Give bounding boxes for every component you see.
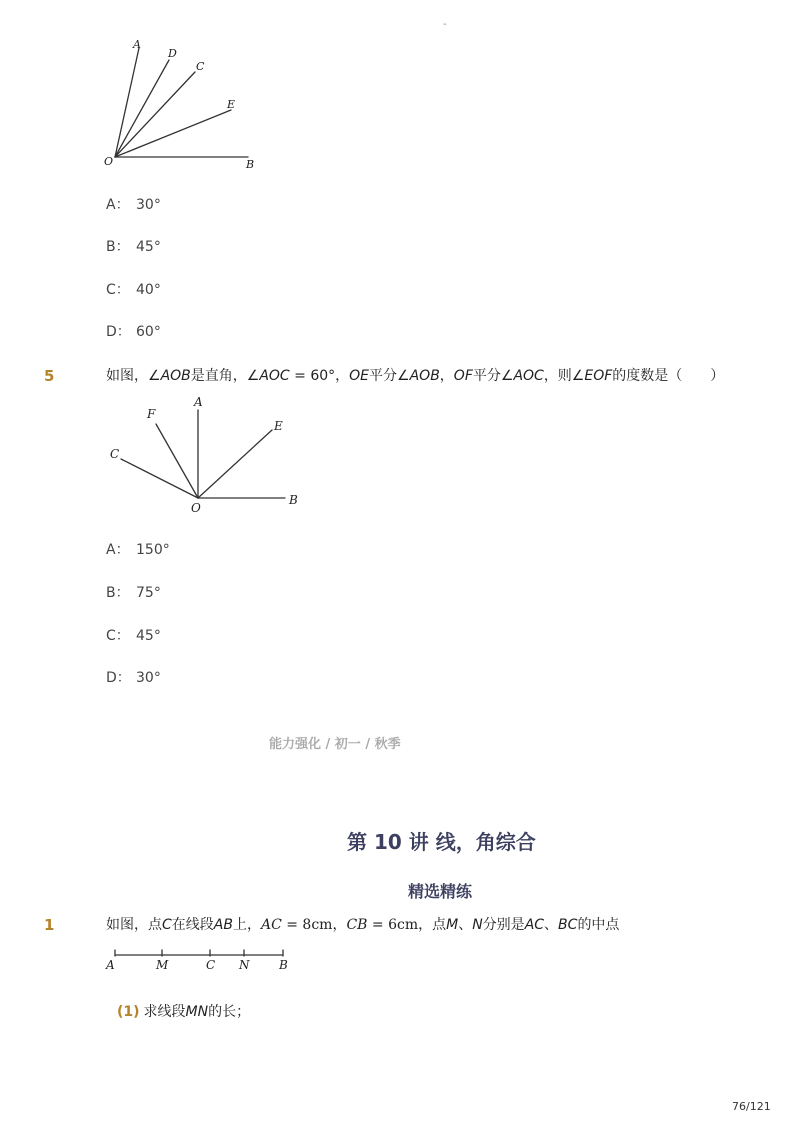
stem-text: 如图，∠ <box>106 368 161 384</box>
point-label-d: D <box>168 47 177 60</box>
sub-question-1 <box>117 1003 250 1021</box>
stem-text: 平分∠ <box>472 368 514 384</box>
option-a <box>106 196 161 214</box>
option-d <box>106 669 161 687</box>
segment-figure-question-1 <box>100 940 295 975</box>
point-label-c: C <box>110 447 120 461</box>
option-value: 40° <box>136 282 161 298</box>
point-label-o: O <box>191 501 201 515</box>
option-value: 45° <box>136 628 161 644</box>
option-value: 30° <box>136 197 161 213</box>
point-label-e: E <box>227 98 236 111</box>
lesson-title: 第 10 讲 线，角综合 <box>347 830 536 854</box>
option-value: 60° <box>136 324 161 340</box>
stem-text: = 60°， <box>289 368 350 384</box>
point-label-m: M <box>156 958 169 972</box>
stem-text: 的长； <box>208 1004 251 1020</box>
stem-text: 如图，点 <box>106 917 162 933</box>
math-symbol: OE <box>349 368 370 384</box>
page-marker: - <box>443 19 447 30</box>
page-number: 76/121 <box>732 1100 771 1113</box>
math-symbol: MN <box>185 1004 209 1020</box>
math-symbol: N <box>472 917 483 933</box>
option-value: 150° <box>136 542 170 558</box>
option-c <box>106 281 161 299</box>
option-label: A： <box>106 197 130 213</box>
math-symbol: CB <box>346 917 368 933</box>
angle-figure-previous <box>95 35 265 175</box>
math-symbol: OF <box>453 368 473 384</box>
math-symbol: C <box>162 917 172 933</box>
point-label-a: A <box>106 958 115 972</box>
point-label-e: E <box>274 419 283 433</box>
option-label: D： <box>106 670 131 686</box>
stem-text: ，点 <box>418 917 447 933</box>
stem-text: 、 <box>544 917 559 933</box>
option-value: 75° <box>136 585 161 601</box>
angle-figure-question-5 <box>100 390 305 520</box>
sub-question-stem <box>144 1004 251 1020</box>
question-5-stem <box>106 367 724 385</box>
point-label-a: A <box>133 38 141 51</box>
math-symbol: AC <box>524 917 545 933</box>
math-symbol: EOF <box>584 368 613 384</box>
breadcrumb: 能力强化 / 初一 / 秋季 <box>269 737 401 752</box>
stem-text: ，则∠ <box>543 368 585 384</box>
point-label-o: O <box>104 155 114 168</box>
stem-text: ， <box>332 917 347 933</box>
option-d <box>106 323 161 341</box>
math-symbol: AOB <box>409 368 440 384</box>
math-symbol: AOC <box>259 368 290 384</box>
math-symbol: AOB <box>160 368 191 384</box>
point-label-c: C <box>206 958 216 972</box>
stem-text: 分别是 <box>482 917 525 933</box>
math-symbol: = 6cm <box>367 917 419 933</box>
option-b <box>106 584 161 602</box>
option-value: 30° <box>136 670 161 686</box>
point-label-n: N <box>239 958 250 972</box>
stem-text: 求线段 <box>143 1004 186 1020</box>
question-number: 1 <box>44 916 55 934</box>
stem-text: ， <box>439 368 454 384</box>
option-label: C： <box>106 282 130 298</box>
math-symbol: BC <box>558 917 578 933</box>
option-label: D： <box>106 324 131 340</box>
question-1-stem <box>106 916 619 934</box>
option-a <box>106 541 170 559</box>
stem-text: 的中点 <box>577 917 620 933</box>
option-b <box>106 238 161 256</box>
stem-text: 、 <box>458 917 473 933</box>
stem-text: 的度数是（ ） <box>612 368 725 384</box>
ray-oe <box>198 430 272 498</box>
ray-oa <box>115 48 139 157</box>
point-label-a: A <box>194 395 203 409</box>
ray-oe <box>115 110 231 157</box>
math-symbol: AC <box>260 917 282 933</box>
option-value: 45° <box>136 239 161 255</box>
point-label-c: C <box>196 60 205 73</box>
point-label-b: B <box>289 493 298 507</box>
question-number: 5 <box>44 367 55 385</box>
stem-text: 上， <box>232 917 261 933</box>
option-label: C： <box>106 628 130 644</box>
sub-question-number: (1) <box>117 1004 140 1020</box>
point-label-b: B <box>246 158 255 171</box>
stem-text: 是直角，∠ <box>190 368 260 384</box>
math-symbol: AB <box>213 917 233 933</box>
math-symbol: M <box>446 917 459 933</box>
stem-text: 在线段 <box>171 917 214 933</box>
point-label-b: B <box>279 958 288 972</box>
math-symbol: AOC <box>513 368 544 384</box>
option-label: B： <box>106 585 130 601</box>
section-heading: 精选精练 <box>408 882 473 901</box>
option-label: A： <box>106 542 130 558</box>
point-label-f: F <box>147 407 156 421</box>
stem-text: 平分∠ <box>369 368 410 384</box>
math-symbol: = 8cm <box>281 917 333 933</box>
option-label: B： <box>106 239 130 255</box>
option-c <box>106 627 161 645</box>
